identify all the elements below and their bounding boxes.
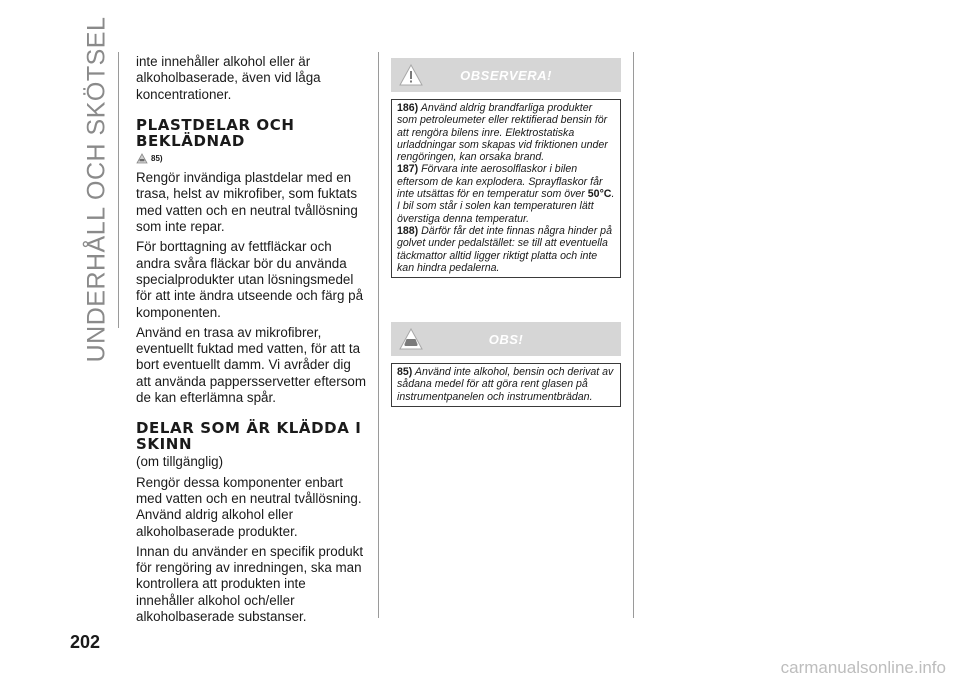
warning-header [391,58,621,92]
warning-triangle-icon [399,64,423,86]
warning-item [397,225,615,274]
column-divider-1 [378,52,379,618]
heading-leather-parts: DELAR SOM ÄR KLÄDDA I SKINN [136,419,362,454]
obs-body [391,363,621,407]
warning-body [391,99,621,278]
footer-watermark: carmanualsonline.info [780,658,946,677]
intro-paragraph: inte innehåller alkohol eller är alkoholbaserade, även vid låga koncentrationer. [136,54,321,102]
text-column [136,54,366,629]
column-divider-2 [633,52,634,618]
obs-title: OBS! [488,331,524,347]
car-caution-icon [399,328,423,350]
warning-item-number: 187) [397,163,419,176]
heading-plastic-parts: PLASTDELAR OCH BEKLÄDNAD [136,115,295,150]
warning-item-text: Använd aldrig brandfarliga produkter som petroleumeter eller rektifierad bensin för att rengöra bilens inre. Elektrostatiska urladdningar som skapas vid friktionen under rengöringen, kan orsaka brand. [397,102,608,164]
paragraph-plastic-1: Rengör invändiga plastdelar med en trasa, helst av mikrofiber, som fuktats med vatten och en neutral tvållösning som inte repar. [136,170,358,235]
car-caution-icon [136,153,148,165]
obs-header [391,322,621,356]
obs-item-number: 85) [397,366,413,378]
paragraph-leather-2: Innan du använder en specifik produkt för rengöring av inredningen, ska man kontrollera att produkten inte innehåller alkohol och/eller alkoholbaserade substanser. [136,543,364,625]
paragraph-plastic-2: För borttagning av fettfläckar och andra svåra fläckar bör du använda specialprodukter utan lösningsmedel för att inte ändra utseende och färg på komponenten. [136,239,364,320]
obs-item-text: Använd inte alkohol, bensin och derivat av sådana medel för att göra rent glasen på instrumentpanelen och instrumentbrädan. [397,366,614,403]
obs-item [397,366,615,403]
warning-item-text: Därför får det inte finnas några hinder på golvet under pedalstället: se till att eventuella täckmattor alltid ligger riktigt platta och inte kan hindra pedalerna. [397,224,612,274]
warning-item-number: 186) [397,102,419,114]
warning-item-text: Förvara inte aerosolflaskor i bilen eftersom de kan explodera. Sprayflaskor får inte utsättas för en temperatur som över [397,163,603,201]
obs-box [391,322,621,407]
warning-item-text: . I bil som står i solen kan temperaturen lätt överstiga denna temperatur. [397,188,615,225]
paragraph-leather-1: Rengör dessa komponenter enbart med vatten och en neutral tvållösning. Använd aldrig alkohol eller alkoholbaserade produkter. [136,474,362,539]
warning-item [397,102,615,163]
reference-marker [136,151,366,167]
warning-item-number: 188) [397,224,419,237]
side-divider [118,52,119,328]
warning-box [391,58,621,278]
reference-number: 85) [151,153,163,163]
section-side-title [82,16,112,363]
warning-title: OBSERVERA! [460,67,552,83]
warning-item [397,163,615,224]
page-number: 202 [70,632,101,652]
paragraph-availability: (om tillgänglig) [136,454,224,470]
temperature-value: 50°C [587,188,612,201]
section-side-title-text: UNDERHÅLL OCH SKÖTSEL [82,16,111,363]
paragraph-plastic-3: Använd en trasa av mikrofibrer, eventuellt fuktad med vatten, för att ta bort eventuellt damm. Vi avråder dig att använda pappersservetter eftersom de kan efterlämna spår. [136,324,367,406]
